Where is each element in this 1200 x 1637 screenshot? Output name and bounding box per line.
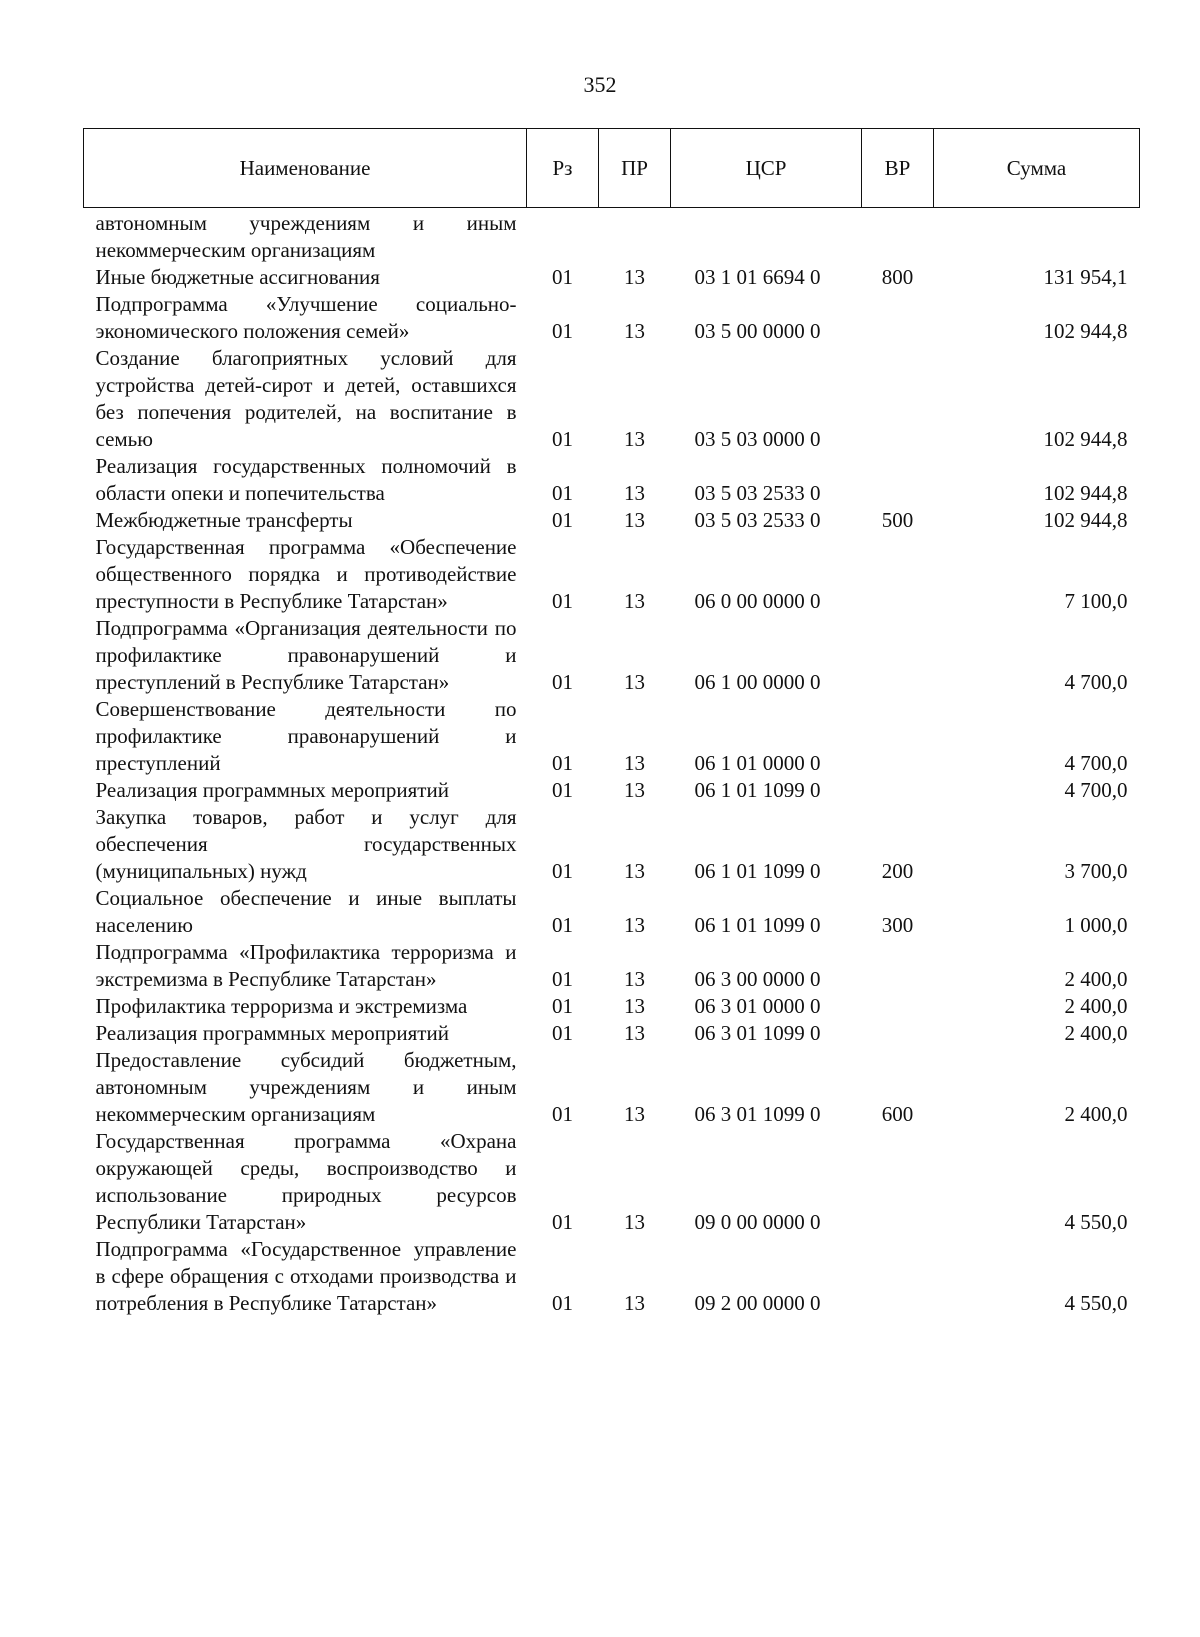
- row-name: Профилактика терроризма и экстремизма: [95, 994, 468, 1018]
- row-name: автономным учреждениям и иным некоммерческим организациям: [95, 211, 517, 262]
- row-sum: 131 954,1: [1043, 265, 1128, 289]
- row-pr: 13: [624, 913, 645, 937]
- table-row: [84, 804, 1140, 885]
- row-csr: 06 1 01 1099 0: [694, 913, 821, 937]
- row-name: Закупка товаров, работ и услуг для обеспечения государственных (муниципальных) нужд: [95, 805, 517, 883]
- row-vr: [862, 1236, 934, 1317]
- row-name: Реализация программных мероприятий: [95, 1021, 449, 1045]
- row-name: Иные бюджетные ассигнования: [95, 265, 380, 289]
- table-row: [84, 291, 1140, 345]
- row-name: Реализация программных мероприятий: [95, 778, 449, 802]
- row-vr: [862, 939, 934, 993]
- row-vr: [862, 291, 934, 345]
- row-name: Совершенствование деятельности по профилактике правонарушений и преступлений: [95, 697, 517, 775]
- column-header-rz: Рз: [527, 129, 599, 208]
- header-row: [84, 129, 1140, 208]
- row-rz: 01: [552, 427, 573, 451]
- row-csr: 06 0 00 0000 0: [694, 589, 821, 613]
- row-sum: [934, 208, 1140, 265]
- column-header-vr: ВР: [862, 129, 934, 208]
- row-pr: 13: [624, 1021, 645, 1045]
- row-pr: 13: [624, 265, 645, 289]
- row-pr: 13: [624, 994, 645, 1018]
- row-pr: 13: [624, 319, 645, 343]
- row-vr: [862, 993, 934, 1020]
- row-pr: 13: [624, 1291, 645, 1315]
- row-sum: 7 100,0: [1064, 589, 1128, 613]
- row-rz: 01: [552, 265, 573, 289]
- row-csr: 03 5 03 2533 0: [694, 481, 821, 505]
- row-rz: [527, 208, 599, 265]
- row-rz: 01: [552, 1102, 573, 1126]
- table-row: [84, 615, 1140, 696]
- table-row: [84, 696, 1140, 777]
- column-header-pr: ПР: [599, 129, 671, 208]
- row-csr: 06 1 00 0000 0: [694, 670, 821, 694]
- row-rz: 01: [552, 967, 573, 991]
- row-pr: 13: [624, 589, 645, 613]
- row-sum: 1 000,0: [1064, 913, 1128, 937]
- row-name: Подпрограмма «Профилактика терроризма и экстремизма в Республике Татарстан»: [95, 940, 517, 991]
- table-row: [84, 1020, 1140, 1047]
- row-rz: 01: [552, 994, 573, 1018]
- row-csr: 06 3 01 1099 0: [694, 1021, 821, 1045]
- row-csr: 09 0 00 0000 0: [694, 1210, 821, 1234]
- row-vr: 200: [881, 859, 914, 883]
- table-row: [84, 993, 1140, 1020]
- row-pr: 13: [624, 508, 645, 532]
- row-rz: 01: [552, 1291, 573, 1315]
- row-name: Подпрограмма «Организация деятельности по профилактике правонарушений и преступлений в Республике Татарстан»: [95, 616, 517, 694]
- row-vr: [862, 453, 934, 507]
- row-rz: 01: [552, 1210, 573, 1234]
- row-pr: 13: [624, 751, 645, 775]
- row-rz: 01: [552, 913, 573, 937]
- column-header-name: Наименование: [84, 129, 527, 208]
- row-csr: 03 5 03 2533 0: [694, 508, 821, 532]
- column-header-csr: ЦСР: [671, 129, 862, 208]
- row-name: Межбюджетные трансферты: [95, 508, 353, 532]
- row-name: Подпрограмма «Государственное управление в сфере обращения с отходами производства и потребления в Республике Татарстан»: [95, 1237, 517, 1315]
- row-vr: [862, 777, 934, 804]
- row-csr: [671, 208, 862, 265]
- row-vr: 800: [881, 265, 914, 289]
- row-csr: 03 5 03 0000 0: [694, 427, 821, 451]
- row-csr: 06 3 01 1099 0: [694, 1102, 821, 1126]
- row-csr: 06 3 00 0000 0: [694, 967, 821, 991]
- row-vr: [862, 1020, 934, 1047]
- row-rz: 01: [552, 670, 573, 694]
- row-vr: 500: [881, 508, 914, 532]
- row-name: Подпрограмма «Улучшение социально-экономического положения семей»: [95, 292, 517, 343]
- row-sum: 2 400,0: [1064, 994, 1128, 1018]
- row-vr: [862, 615, 934, 696]
- row-name: Предоставление субсидий бюджетным, автономным учреждениям и иным некоммерческим организациям: [95, 1048, 517, 1126]
- table-body: [84, 208, 1140, 1318]
- row-sum: 4 550,0: [1064, 1210, 1128, 1234]
- row-pr: 13: [624, 1102, 645, 1126]
- row-sum: 4 700,0: [1064, 670, 1128, 694]
- table-row: [84, 939, 1140, 993]
- table-row: [84, 777, 1140, 804]
- row-vr: [862, 208, 934, 265]
- row-sum: 102 944,8: [1043, 481, 1128, 505]
- row-sum: 102 944,8: [1043, 319, 1128, 343]
- row-name: Создание благоприятных условий для устройства детей-сирот и детей, оставшихся без попечения родителей, на воспитание в семью: [95, 346, 517, 451]
- table-row: [84, 264, 1140, 291]
- row-pr: 13: [624, 778, 645, 802]
- row-csr: 06 1 01 1099 0: [694, 859, 821, 883]
- row-vr: [862, 696, 934, 777]
- row-sum: 102 944,8: [1043, 508, 1128, 532]
- row-pr: 13: [624, 670, 645, 694]
- row-rz: 01: [552, 481, 573, 505]
- row-name: Государственная программа «Обеспечение общественного порядка и противодействие преступности в Республике Татарстан»: [95, 535, 517, 613]
- row-rz: 01: [552, 319, 573, 343]
- table-row: [84, 534, 1140, 615]
- row-pr: 13: [624, 481, 645, 505]
- row-vr: 600: [881, 1102, 914, 1126]
- row-sum: 4 700,0: [1064, 751, 1128, 775]
- row-rz: 01: [552, 778, 573, 802]
- row-rz: 01: [552, 1021, 573, 1045]
- row-rz: 01: [552, 751, 573, 775]
- row-name: Реализация государственных полномочий в области опеки и попечительства: [95, 454, 517, 505]
- table-row: [84, 1236, 1140, 1317]
- row-pr: 13: [624, 859, 645, 883]
- row-sum: 2 400,0: [1064, 1021, 1128, 1045]
- row-pr: 13: [624, 1210, 645, 1234]
- row-sum: 102 944,8: [1043, 427, 1128, 451]
- row-vr: 300: [881, 913, 914, 937]
- row-csr: 03 5 00 0000 0: [694, 319, 821, 343]
- row-name: Государственная программа «Охрана окружающей среды, воспроизводство и использование природных ресурсов Республики Татарстан»: [95, 1129, 517, 1234]
- table-row: [84, 1047, 1140, 1128]
- table-row: [84, 345, 1140, 453]
- row-sum: 3 700,0: [1064, 859, 1128, 883]
- table-header: [84, 129, 1140, 208]
- row-vr: [862, 534, 934, 615]
- row-csr: 03 1 01 6694 0: [694, 265, 821, 289]
- row-rz: 01: [552, 859, 573, 883]
- row-rz: 01: [552, 508, 573, 532]
- row-pr: 13: [624, 967, 645, 991]
- row-sum: 2 400,0: [1064, 967, 1128, 991]
- page-number: 352: [583, 72, 617, 97]
- row-pr: 13: [624, 427, 645, 451]
- row-vr: [862, 1128, 934, 1236]
- row-pr: [599, 208, 671, 265]
- table-row: [84, 885, 1140, 939]
- table-row: [84, 507, 1140, 534]
- row-rz: 01: [552, 589, 573, 613]
- column-header-sum: Сумма: [934, 129, 1140, 208]
- row-csr: 06 1 01 1099 0: [694, 778, 821, 802]
- row-sum: 4 550,0: [1064, 1291, 1128, 1315]
- row-csr: 06 1 01 0000 0: [694, 751, 821, 775]
- table-row: [84, 208, 1140, 265]
- table-row: [84, 453, 1140, 507]
- row-csr: 06 3 01 0000 0: [694, 994, 821, 1018]
- row-sum: 4 700,0: [1064, 778, 1128, 802]
- row-csr: 09 2 00 0000 0: [694, 1291, 821, 1315]
- row-vr: [862, 345, 934, 453]
- table-row: [84, 1128, 1140, 1236]
- budget-table: [83, 128, 1140, 1317]
- row-sum: 2 400,0: [1064, 1102, 1128, 1126]
- row-name: Социальное обеспечение и иные выплаты населению: [95, 886, 517, 937]
